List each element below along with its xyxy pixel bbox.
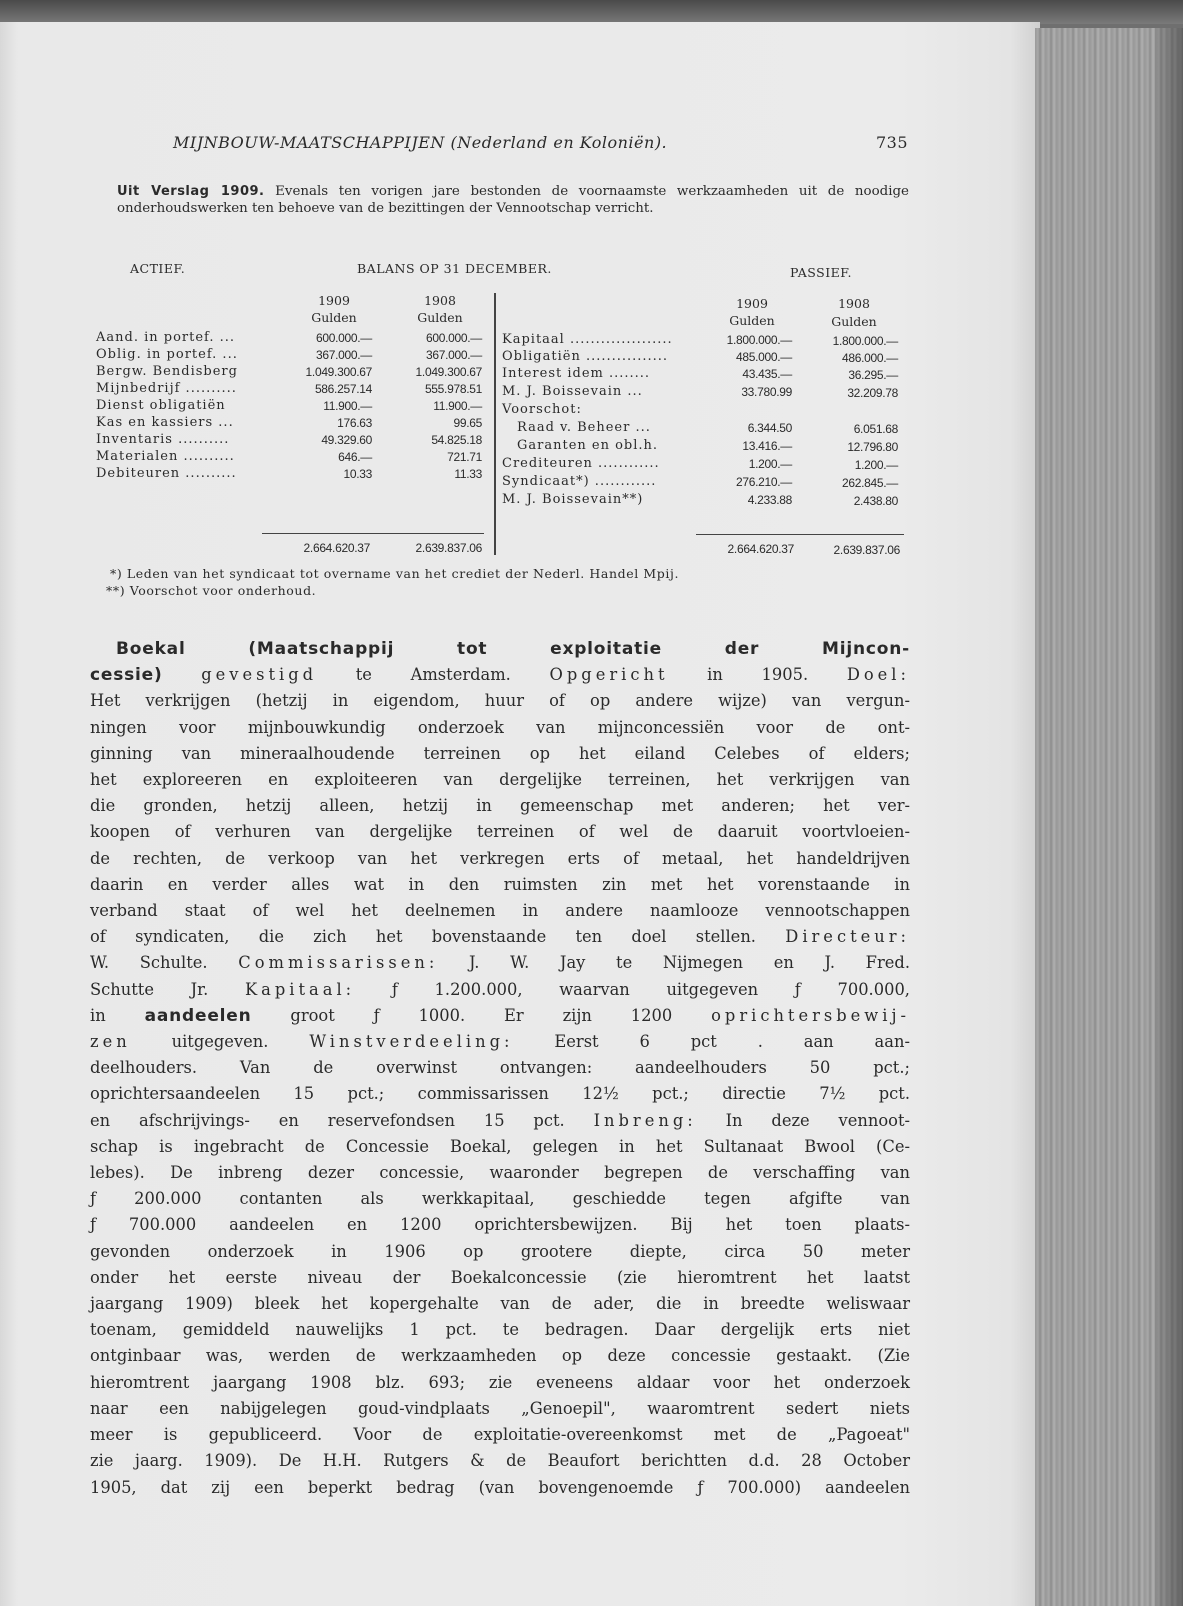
kapitaal-label: Kapitaal: xyxy=(245,979,356,999)
entry-line: ningen voor mijnbouwkundig onderzoek van mijnconcessiën voor de ont- xyxy=(90,717,910,737)
entry-line xyxy=(90,977,910,1003)
actief-1908: 11.33 xyxy=(454,467,482,481)
entry-line xyxy=(90,924,910,950)
intro-text: Evenals ten vorigen jare bestonden de voornaamste werkzaamheden uit de noodige onderhoudswerken ten behoeve van de bezittingen der Vennootschap verricht. xyxy=(117,184,909,216)
entry-line: jaargang 1909) bleek het kopergehalte van de ader, die in breedte weliswaar xyxy=(90,1294,910,1314)
passief-1909: 276.210.— xyxy=(735,475,792,489)
company-name-cont: cessie) xyxy=(90,665,163,686)
passief-label: Syndicaat*) ............ xyxy=(502,474,657,489)
entry-title-line xyxy=(90,636,910,662)
entry-line: ƒ 700.000 aandeelen en 1200 oprichtersbewijzen. Bij het toen plaats- xyxy=(90,1215,910,1235)
actief-label: Aand. in portef. ... xyxy=(96,330,236,345)
actief-1909: 11.900.— xyxy=(323,399,372,413)
passief-col-1909-year: 1909 xyxy=(736,296,768,311)
page-edges-shadow xyxy=(1155,28,1183,1606)
actief-1909: 586.257.14 xyxy=(314,382,372,396)
entry-line: oprichtersaandeelen 15 pct.; commissarissen 12½ pct.; directie 7½ pct. xyxy=(90,1084,910,1104)
groot-text: groot ƒ 1000. Er zijn 1200 xyxy=(290,1005,673,1025)
passief-label: Interest idem ........ xyxy=(502,366,651,381)
passief-1909: 485.000.— xyxy=(735,350,792,364)
commissarissen-names-cont: Schutte Jr. xyxy=(90,979,209,999)
balance-title: BALANS OP 31 DECEMBER. xyxy=(357,261,552,276)
entry-line: schap is ingebracht de Concessie Boekal, gelegen in het Sultanaat Bwool (Ce- xyxy=(90,1136,910,1156)
actief-label: Inventaris .......... xyxy=(96,432,230,447)
gevestigd-text: te Amsterdam. xyxy=(355,665,511,685)
gevestigd-label: gevestigd xyxy=(201,665,318,685)
entry-line: zie jaarg. 1909). De H.H. Rutgers & de Beaufort berichtten d.d. 28 October xyxy=(90,1451,910,1471)
passief-1908: 2.438.80 xyxy=(853,494,898,508)
actief-1909: 10.33 xyxy=(343,467,372,481)
passief-label: M. J. Boissevain ... xyxy=(502,384,643,399)
commissarissen-label: Commissarissen: xyxy=(238,953,439,973)
actief-1908: 99.65 xyxy=(453,416,482,430)
entry-line: koopen of verhuren van dergelijke terreinen of wel de daaruit voortvloeien- xyxy=(90,822,910,842)
passief-1909: 33.780.99 xyxy=(741,385,792,399)
actief-total-1908: 2.639.837.06 xyxy=(415,541,482,555)
actief-title: ACTIEF. xyxy=(130,261,186,276)
passief-1909: 4.233.88 xyxy=(747,493,792,507)
report-intro xyxy=(117,183,909,217)
passief-1908: 486.000.— xyxy=(841,351,898,365)
actief-label: Kas en kassiers ... xyxy=(96,415,234,430)
entry-line: Het verkrijgen (hetzij in eigendom, huur of op andere wijze) van vergun- xyxy=(90,691,910,711)
oprichtersbewijzen-label: oprichtersbewij- xyxy=(711,1005,910,1025)
entry-line xyxy=(90,662,910,688)
entry-line: hieromtrent jaargang 1908 blz. 693; zie eveneens aldaar voor het onderzoek xyxy=(90,1372,910,1392)
actief-1909: 176.63 xyxy=(337,416,372,430)
passief-1909: 1.800.000.— xyxy=(726,333,792,347)
running-head-title: MIJNBOUW-MAATSCHAPPIJEN (Nederland en Koloniën). xyxy=(173,133,668,152)
inbreng-text: In deze vennoot- xyxy=(725,1110,910,1130)
passief-label: Garanten en obl.h. xyxy=(517,438,659,453)
winstverdeeling-label: Winstverdeeling: xyxy=(309,1032,514,1052)
passief-1909: 43.435.— xyxy=(742,367,792,381)
entry-line: de rechten, de verkoop van het verkregen erts of metaal, het handeldrijven xyxy=(90,848,910,868)
doel-end: of syndicaten, die zich het bovenstaande ten doel stellen. xyxy=(90,927,756,947)
kapitaal-text: ƒ 1.200.000, waarvan uitgegeven ƒ 700.000, xyxy=(391,979,910,999)
page-number: 735 xyxy=(875,133,908,152)
passief-col-1908-unit: Gulden xyxy=(831,314,877,329)
actief-total-rule xyxy=(262,533,484,534)
actief-1908: 11.900.— xyxy=(433,399,482,413)
entry-line: ginning van mineraalhoudende terreinen op het eiland Celebes of elders; xyxy=(90,743,910,763)
passief-1909: 13.416.— xyxy=(742,439,792,453)
directeur-label: Directeur: xyxy=(785,927,910,947)
actief-1908: 721.71 xyxy=(447,450,482,464)
passief-label: M. J. Boissevain**) xyxy=(502,492,644,507)
actief-1909: 367.000.— xyxy=(315,348,372,362)
entry-line xyxy=(90,1029,910,1055)
company-entry xyxy=(90,636,910,1501)
intro-lead: Uit Verslag 1909. xyxy=(117,184,265,199)
actief-1909: 600.000.— xyxy=(315,331,372,345)
entry-line: ƒ 200.000 contanten als werkkapitaal, geschiedde tegen afgifte van xyxy=(90,1189,910,1209)
passief-label: Voorschot: xyxy=(502,402,582,417)
passief-label: Obligatiën ................ xyxy=(502,349,669,364)
entry-line: die gronden, hetzij alleen, hetzij in gemeenschap met anderen; het ver- xyxy=(90,796,910,816)
actief-1909: 1.049.300.67 xyxy=(305,365,372,379)
uitgegeven-text: uitgegeven. xyxy=(171,1032,269,1052)
actief-1908: 600.000.— xyxy=(425,331,482,345)
passief-1908: 36.295.— xyxy=(848,368,898,382)
passief-col-1909-unit: Gulden xyxy=(729,313,775,328)
actief-label: Bergw. Bendisberg xyxy=(96,364,238,379)
entry-line: meer is gepubliceerd. Voor de exploitatie-overeenkomst met de „Pagoeat" xyxy=(90,1425,910,1445)
entry-line: verband staat of wel het deelnemen in andere naamlooze vennootschappen xyxy=(90,901,910,921)
entry-line: lebes). De inbreng dezer concessie, waaronder begrepen de verschaffing van xyxy=(90,1163,910,1183)
reserve-text: en afschrijvings- en reservefondsen 15 pct. xyxy=(90,1110,565,1130)
commissarissen-names: J. W. Jay te Nijmegen en J. Fred. xyxy=(469,953,910,973)
entry-line: gevonden onderzoek in 1906 op grootere diepte, circa 50 meter xyxy=(90,1241,910,1261)
actief-label: Materialen .......... xyxy=(96,449,235,464)
actief-total-1909: 2.664.620.37 xyxy=(303,541,370,555)
passief-col-1908-year: 1908 xyxy=(838,296,870,311)
balance-divider xyxy=(494,293,496,555)
entry-line: naar een nabijgelegen goud-vindplaats „Genoepil", waaromtrent sedert niets xyxy=(90,1398,910,1418)
passief-label: Kapitaal .................... xyxy=(502,332,673,347)
passief-total-1909: 2.664.620.37 xyxy=(727,542,794,556)
book-top-edge xyxy=(0,0,1183,24)
actief-1908: 54.825.18 xyxy=(431,433,482,447)
actief-label: Oblig. in portef. ... xyxy=(96,347,238,362)
actief-label: Dienst obligatiën xyxy=(96,398,226,413)
opgericht-label: Opgericht xyxy=(549,665,669,685)
passief-1908: 32.209.78 xyxy=(847,386,898,400)
actief-1908: 555.978.51 xyxy=(424,382,482,396)
winstverdeeling-text: Eerst 6 pct . aan aan- xyxy=(554,1032,910,1052)
entry-line xyxy=(90,1003,910,1029)
actief-col-1909-year: 1909 xyxy=(318,293,350,308)
passief-1908: 262.845.— xyxy=(841,476,898,490)
entry-line: toenam, gemiddeld nauwelijks 1 pct. te bedragen. Daar dergelijk erts niet xyxy=(90,1320,910,1340)
actief-1909: 646.— xyxy=(338,450,372,464)
passief-1908: 12.796.80 xyxy=(847,440,898,454)
passief-1908: 1.200.— xyxy=(854,458,898,472)
passief-label: Raad v. Beheer ... xyxy=(517,420,651,435)
running-head xyxy=(173,133,908,157)
footnote-1: *) Leden van het syndicaat tot overname van het crediet der Nederl. Handel Mpij. xyxy=(110,566,680,581)
doel-label: Doel: xyxy=(846,665,910,685)
entry-line xyxy=(90,1108,910,1134)
passief-total-rule xyxy=(696,534,904,535)
entry-line: onder het eerste niveau der Boekalconcessie (zie hieromtrent het laatst xyxy=(90,1267,910,1287)
entry-line: 1905, dat zij een beperkt bedrag (van bovengenoemde ƒ 700.000) aandeelen xyxy=(90,1477,910,1497)
actief-col-1908-unit: Gulden xyxy=(417,310,463,325)
actief-1909: 49.329.60 xyxy=(321,433,372,447)
actief-label: Debiteuren .......... xyxy=(96,466,237,481)
entry-line: deelhouders. Van de overwinst ontvangen: aandeelhouders 50 pct.; xyxy=(90,1058,910,1078)
passief-total-1908: 2.639.837.06 xyxy=(833,543,900,557)
passief-label: Crediteuren ............ xyxy=(502,456,660,471)
passief-title: PASSIEF. xyxy=(790,265,852,280)
oprichtersbewijzen-cont: zen xyxy=(90,1032,131,1052)
actief-col-1908-year: 1908 xyxy=(424,293,456,308)
actief-col-1909-unit: Gulden xyxy=(311,310,357,325)
actief-1908: 367.000.— xyxy=(425,348,482,362)
directeur-name: W. Schulte. xyxy=(90,953,208,973)
passief-1908: 1.800.000.— xyxy=(832,334,898,348)
entry-line: ontginbaar was, werden de werkzaamheden op deze concessie gestaakt. (Zie xyxy=(90,1346,910,1366)
in-text: in xyxy=(90,1005,106,1025)
passief-1909: 1.200.— xyxy=(748,457,792,471)
aandeelen-bold: aandeelen xyxy=(144,1005,252,1026)
passief-1908: 6.051.68 xyxy=(853,422,898,436)
company-name: Boekal (Maatschappij tot exploitatie der Mijncon- xyxy=(116,639,910,659)
opgericht-text: in 1905. xyxy=(707,665,809,685)
inbreng-label: Inbreng: xyxy=(593,1110,697,1130)
actief-label: Mijnbedrijf .......... xyxy=(96,381,237,396)
entry-line: daarin en verder alles wat in den ruimsten zin met het vorenstaande in xyxy=(90,874,910,894)
entry-line xyxy=(90,950,910,976)
footnote-2: **) Voorschot voor onderhoud. xyxy=(106,583,317,598)
passief-1909: 6.344.50 xyxy=(747,421,792,435)
actief-1908: 1.049.300.67 xyxy=(415,365,482,379)
entry-line: het exploreeren en exploiteeren van dergelijke terreinen, het verkrijgen van xyxy=(90,770,910,790)
